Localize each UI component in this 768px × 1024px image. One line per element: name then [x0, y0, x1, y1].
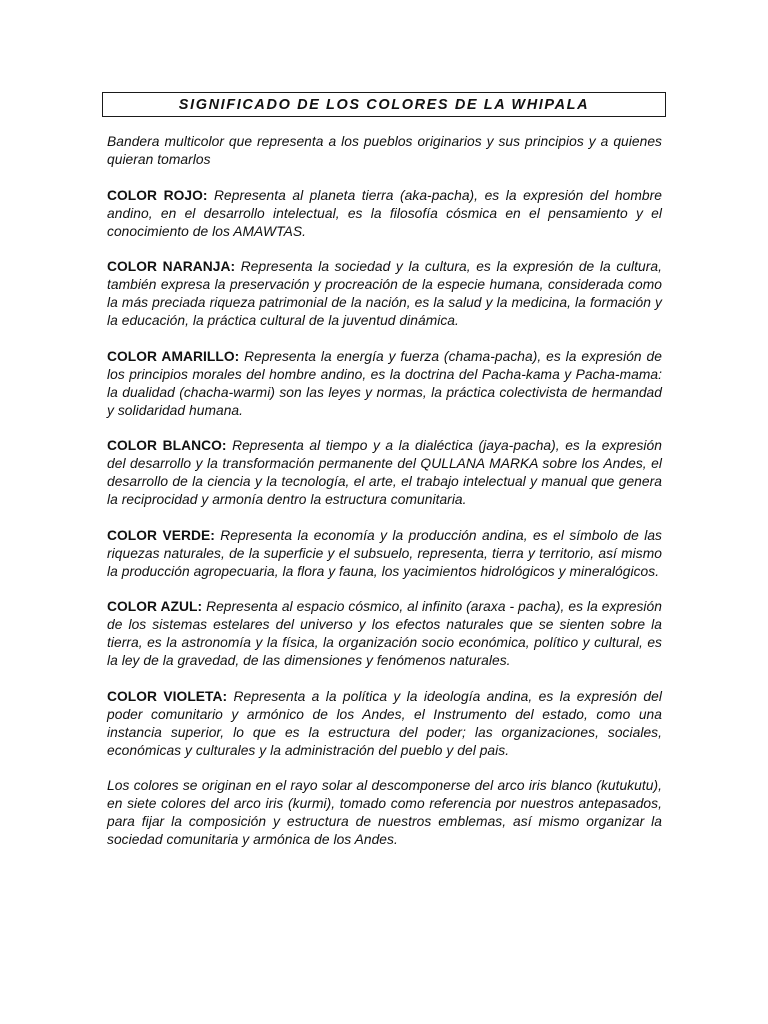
color-label-azul: COLOR AZUL: [107, 599, 203, 614]
color-text-azul: Representa al espacio cósmico, al infinito (araxa - pacha), es la expresión de los sistemas estelares del universo y los efectos naturales que se sienten sobre la tierra, es la astronomía y la física, la organización socio económica, político y cultural, es la ley de la gravedad, de las dimensiones y fenómenos naturales. [107, 599, 662, 668]
color-text-violeta: Representa a la política y la ideología andina, es la expresión del poder comunitario y armónico de los Andes, el Instrumento del estado, como una instancia superior, lo que es la estructura del poder; las organizaciones, sociales, económicas y culturales y la administración del pueblo y del pais. [107, 688, 662, 758]
color-text-rojo: Representa al planeta tierra (aka-pacha), es la expresión del hombre andino, en el desarrollo intelectual, es la filosofía cósmica en el pensamiento y el conocimiento de los AMAWTAS. [107, 187, 662, 239]
color-label-amarillo: COLOR AMARILLO: [107, 348, 240, 364]
color-text-verde: Representa la economía y la producción andina, es el símbolo de las riquezas naturales, de la superficie y el subsuelo, representa, tierra y territorio, así mismo la producción agropecuaria, la flora y fauna, los yacimientos hidrológicos y mineralógicos. [107, 527, 662, 579]
color-label-blanco: COLOR BLANCO: [107, 438, 227, 453]
color-paragraph-naranja [107, 258, 662, 330]
color-text-blanco: Representa al tiempo y a la dialéctica (jaya-pacha), es la expresión del desarrollo y la transformación permanente del QULLANA MARKA sobre los Andes, el desarrollo de la ciencia y la tecnología, el arte, el trabajo intelectual y manual que genera la reciprocidad y armonía dentro la estructura comunitaria. [107, 438, 662, 507]
color-paragraph-amarillo [107, 348, 662, 420]
document-title: SIGNIFICADO DE LOS COLORES DE LA WHIPALA [178, 96, 590, 113]
color-label-naranja: COLOR NARANJA: [107, 259, 236, 274]
title-box [102, 92, 666, 117]
color-paragraph-rojo [107, 187, 662, 241]
color-paragraph-verde [107, 527, 662, 581]
color-label-rojo: COLOR ROJO: [107, 187, 208, 203]
color-label-violeta: COLOR VIOLETA: [107, 688, 228, 704]
color-paragraph-blanco [107, 437, 662, 509]
intro-paragraph: Bandera multicolor que representa a los pueblos originarios y sus principios y a quienes quieran tomarlos [107, 134, 662, 167]
closing-paragraph: Los colores se originan en el rayo solar al descomponerse del arco iris blanco (kutukutu), en siete colores del arco iris (kurmi), tomado como referencia por nuestros antepasados, para fijar la composición y estructura de nuestros emblemas, así mismo organizar la sociedad comunitaria y armónica de los Andes. [107, 778, 662, 847]
color-text-naranja: Representa la sociedad y la cultura, es la expresión de la cultura, también expresa la preservación y procreación de la especie humana, considerada como la más preciada riqueza patrimonial de la nación, es la salud y la medicina, la formación y la educación, la práctica cultural de la juventud dinámica. [107, 259, 662, 328]
color-label-verde: COLOR VERDE: [107, 527, 215, 543]
color-paragraph-violeta [107, 688, 662, 760]
color-text-amarillo: Representa la energía y fuerza (chama-pacha), es la expresión de los principios morales del hombre andino, es la doctrina del Pacha-kama y Pacha-mama: la dualidad (chacha-warmi) son las leyes y normas, la práctica colectivista de hermandad y solidaridad humana. [107, 348, 662, 418]
document-body [107, 133, 662, 849]
color-paragraph-azul [107, 598, 662, 670]
